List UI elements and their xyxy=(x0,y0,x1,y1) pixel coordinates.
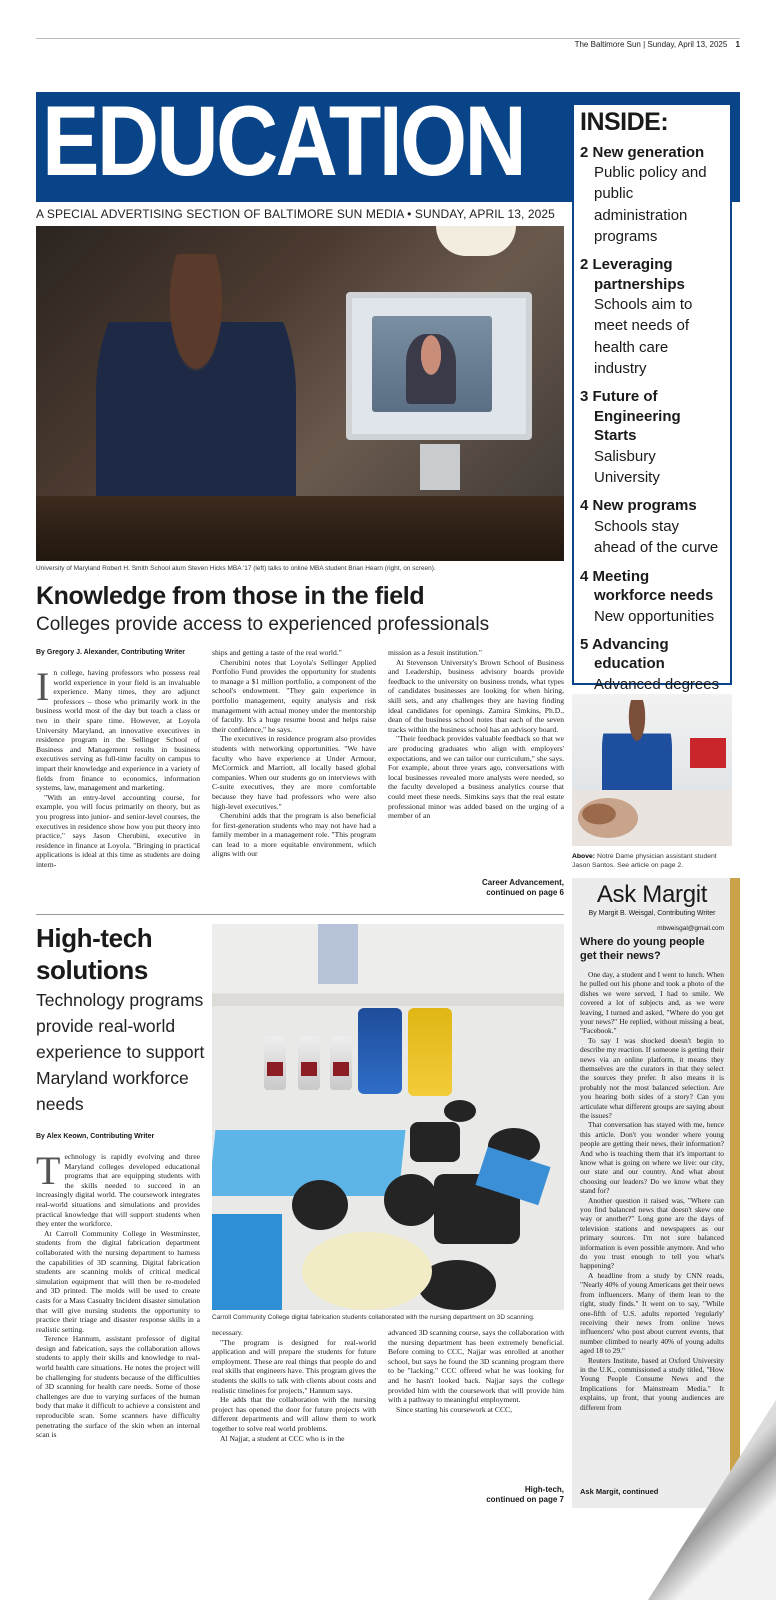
ask-margit-byline: By Margit B. Weisgal, Contributing Writer xyxy=(588,910,716,918)
article1-column-1: I n college, having professors who possess real world experience in your field is an invaluable experience. Many times, they are adjunct professors – those who primarily work in the business world most of the day but teach a class or two in their spare time. However, at Loyola University Maryland, an innovative executives in residence program in the Sellinger School of Business and Management results in business executives serving as full-time faculty on campus to impart their knowledge and experience in a variety of fields from finance to economics, information systems, law, management and marketing. "With an entry-level accounting course, for example, you will focus primarily on theory, but as you progress into junior- and senior-level courses, the executives in residence show how you put theory into practice," says Jason Cherubini, executive in residence in finance at Loyola. "Bringing in practical applications is ideal at this time as students are doing intern- xyxy=(36,668,200,869)
photo-physician-assistant xyxy=(572,694,732,846)
mold xyxy=(384,1174,438,1226)
ask-margit-column xyxy=(572,878,732,1508)
computer-monitor xyxy=(346,292,532,440)
yellow-jar xyxy=(408,1008,452,1096)
page-info: The Baltimore Sun | Sunday, April 13, 2025 1 xyxy=(574,40,740,49)
inside-item[interactable]: 4 Meeting workforce needs New opportunities xyxy=(580,567,715,625)
inside-item[interactable]: 5 Advancing education Advanced degrees xyxy=(580,635,720,693)
equipment xyxy=(690,738,726,768)
inside-heading: INSIDE: xyxy=(580,108,669,136)
article2-subhead: Technology programs provide real-world experience to support Maryland workforce needs xyxy=(36,990,205,1114)
ask-margit-email[interactable]: mbweisgal@gmail.com xyxy=(657,925,724,933)
mold xyxy=(292,1180,348,1230)
bottle xyxy=(298,1036,320,1090)
inside-item[interactable]: 2 New generation Public policy and public administration programs xyxy=(580,143,707,245)
article1-headline[interactable]: Knowledge from those in the field xyxy=(36,582,425,610)
dropcap: T xyxy=(36,1152,61,1193)
article2-byline: By Alex Keown, Contributing Writer xyxy=(36,1133,155,1140)
article2-column-3: advanced 3D scanning course, says the collaboration with the nursing department has been extremely beneficial. Before coming to CCC, Najjar was enrolled at another school, but says he found the 3D scanning program there to be "lacking." CCC offered what he was looking for and he hasn't looked back. Najjar says the college provided him with the coursework that will provide him with a pathway to meaningful employment. Since starting his coursework at CCC, xyxy=(388,1328,564,1414)
ask-margit-continued[interactable]: Ask Margit, continued xyxy=(580,1487,659,1496)
photo-3d-scanning xyxy=(212,924,564,1310)
lamp xyxy=(436,226,516,256)
issue-date: Sunday, April 13, 2025 xyxy=(647,40,728,49)
paper-name: The Baltimore Sun xyxy=(574,40,641,49)
sidebar-photo-caption: Above: Notre Dame physician assistant student Jason Santos. See article on page 2. xyxy=(572,853,717,870)
mold xyxy=(410,1122,460,1162)
patient xyxy=(578,798,638,838)
inside-item[interactable]: 3 Future of Engineering Starts Salisbury University xyxy=(580,388,681,487)
article1-column-3: mission as a Jesuit institution." At Stevenson University's Brown School of Business and Leadership, business advisory boards provide feedback to the university on business trends, what types of candidates businesses are looking for when hiring, skill sets, and any challenges they are having finding ideal candidates for openings. Zamira Simkins, Ph.D., dean of the business school notes that each of the seven tracks within the business school has an advisory board. "Their feedback provides valuable feedback so that we are producing graduates who align with employers' expectations, and we can tailor our curriculum," she says. For example, about three years ago, conversations with local businesses revealed more analysts were needed, so the faculty developed a business analytics course that could meet these needs. Simkins says that the real estate professional minor was added based on the urging of a member of an xyxy=(388,648,564,821)
video-call-screen xyxy=(372,316,492,412)
gold-accent-bar xyxy=(730,878,740,1508)
ask-margit-title[interactable]: Ask Margit xyxy=(596,881,708,908)
bottle xyxy=(330,1036,352,1090)
masthead-title: EDUCATION xyxy=(42,85,525,196)
inside-item[interactable]: 4 New programs Schools stay ahead of the curve xyxy=(580,497,719,557)
masthead-subtitle: A SPECIAL ADVERTISING SECTION OF BALTIMORE SUN MEDIA • SUNDAY, APRIL 13, 2025 xyxy=(36,207,555,221)
blue-pad xyxy=(212,1214,282,1310)
ask-margit-question: Where do young people get their news? xyxy=(580,936,705,963)
article1-subhead: Colleges provide access to experienced professionals xyxy=(36,614,490,635)
article2-column-2: necessary. "The program is designed for real-world application and will prepare the students for future employment. These are real things that people do and real skills that engineers have. This program gives the students the skills to talk with clients about costs and realistic timelines for projects," Hannum says. He adds that the collaboration with the nursing project has opened the door for future projects with different departments and will allow them to work together to solve real world problems. Al Najjar, a student at CCC who is in the xyxy=(212,1328,376,1443)
inside-item[interactable]: 2 Leveraging partnerships Schools aim to meet needs of health care industry xyxy=(580,256,693,378)
top-rule xyxy=(36,38,740,39)
article1-byline: By Gregory J. Alexander, Contributing Writer xyxy=(36,649,185,656)
mold xyxy=(444,1100,476,1122)
article2-headline[interactable]: High-tech solutions xyxy=(36,923,153,985)
photo-caption: University of Maryland Robert H. Smith School alum Steven Hicks MBA '17 (left) talks to online MBA student Brian Hearn (right, on screen). xyxy=(36,565,436,572)
article2-column-1: T echnology is rapidly evolving and three Maryland colleges developed educational programs that are equipping students with the skills needed to succeed in an increasingly digital world. The coursework integrates real-world situations and simulations and provides practical knowledge that will support students when they enter the workforce. At Carroll Community College in Westminster, students from the digital fabrication department collaborated with the nursing department to harness the capabilities of 3D scanning. Digital fabrication students are scanning molds of critical medical simulation equipment that will then be re-modeled and 3D printed. The molds will be used to create casts for a Mass Casualty Incident disaster simulation that will give nursing students the opportunity to practice their triage and disaster response skills in a realistic setting. Terence Hannum, assistant professor of digital design and fabrication, says the collaboration allows students to apply their skills and knowledge to real-world health care situations. He notes the project will be challenging for students because of the difficulties of 3D scanning for health care needs. Some of those challenges are due to varying surfaces of the human body that make it difficult to achieve a consistent and reproducible scan. Some scanners have difficulty penetrating the surface of the skin when an internal scan is xyxy=(36,1152,200,1440)
inside-box xyxy=(572,103,732,693)
article1-continued[interactable]: Career Advancement, continued on page 6 xyxy=(482,878,564,898)
photo-online-mba xyxy=(36,226,564,561)
article2-continued[interactable]: High-tech, continued on page 7 xyxy=(486,1485,564,1505)
blue-jar xyxy=(358,1008,402,1094)
ask-margit-body: One day, a student and I went to lunch. When he pulled out his phone and took a photo of the dishes we were served, I had to smile. We covered a lot of subjects and, as we were leaving, I turned and asked, "Where do you get your news?" He replied, without missing a beat, "Facebook." To say I was shocked doesn't begin to describe my reaction. If someone is getting their news via an online platform, it means they themselves are the curators in that they select the sources they prefer. It also means it is probably not the most balanced selection. Are you hearing both sides of a story? Can you articulate what different groups are saying about the issues? That conversation has stayed with me, hence this article. Don't you wonder where young people are getting their news, their information? And who is teaching them that it's important to know what is going on where we live: our city, our state and our country. And what about choosing our leaders? Do we know what they stand for? Another question it raised was, "Where can you find balanced news that doesn't skew one way or another?" Long gone are the days of television stations and newspapers as our primary sources. I'm not sure balanced information is even possible anymore. And who do you trust enough to tell you what's happening? A headline from a study by CNN reads, "Nearly 40% of young Americans get their news from influencers. Many of them lean to the right, study finds." It went on to say, "While one-fifth of U.S. adults reported 'regularly' receiving their news from online 'news influencers' who post about current events, that number climbed to nearly 40% of young adults aged 18 to 29." Reuters Institute, based at Oxford University in the U.K., commissioned a study titled, "How Young People Consume News and the Implications for Mainstream Media." It explains, up front, that young audiences are different from xyxy=(580,969,724,1412)
article1-column-2: ships and getting a taste of the real world." Cherubini notes that Loyola's Sellinger Applied Portfolio Fund provides the opportunity for students to manage a $1 million portfolio, a component of the school's endowment. "They gain experience in portfolio management, equity analysis and risk management with actual money under the mentorship of faculty. It's a huge resume boost and helps raise their confidence," he says. The executives in residence program also provides students with networking opportunities. "We have faculty who have experience at Under Armour, McCormick and Marriott, all locally based global companies. When our students go on interviews with C-suite executives, they are more comfortable because they have had professors who were also high-level executives." Cherubini adds that the program is also beneficial for first-generation students who may not have had a family member in a management role. "This program can lead to a more equitable environment, which aligns with our xyxy=(212,648,376,859)
cream-mold xyxy=(302,1232,432,1310)
section-divider xyxy=(36,914,564,915)
dropcap: I xyxy=(36,668,50,709)
desk xyxy=(36,496,564,561)
bottle xyxy=(264,1036,286,1090)
photo-caption: Carroll Community College digital fabrication students collaborated with the nursing department on 3D scanning. xyxy=(212,1314,535,1321)
product-box xyxy=(318,924,358,984)
page-number: 1 xyxy=(735,40,740,49)
monitor-stand xyxy=(420,444,460,490)
